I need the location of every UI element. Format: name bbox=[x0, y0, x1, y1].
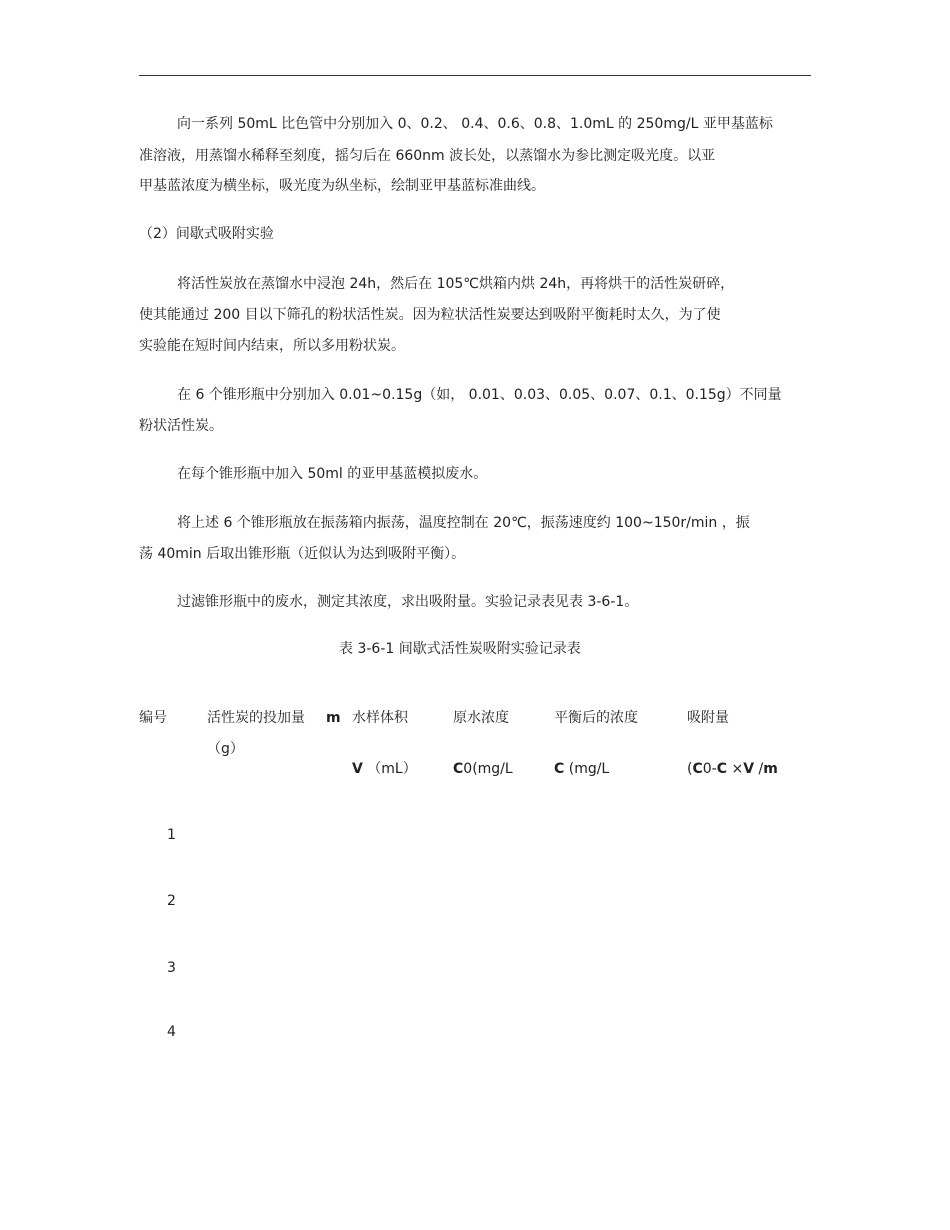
paragraph-line: 在 6 个锥形瓶中分别加入 0.01~0.15g（如， 0.01、0.03、0.05、0.07、0.1、0.15g）不同量 bbox=[177, 387, 782, 403]
header-adsorption-formula: (C0-C ×V /m bbox=[687, 761, 778, 777]
header-volume: 水样体积 bbox=[352, 710, 408, 726]
header-c0-unit: C0(mg/L bbox=[453, 761, 513, 777]
paragraph-line: 实验能在短时间内结束，所以多用粉状炭。 bbox=[139, 338, 405, 354]
table-row-number: 4 bbox=[167, 1024, 176, 1040]
header-ce: 平衡后的浓度 bbox=[554, 710, 638, 726]
paragraph-line: 使其能通过 200 目以下筛孔的粉状活性炭。因为粒状活性炭要达到吸附平衡耗时太久，为了使 bbox=[139, 307, 721, 323]
table-row-number: 2 bbox=[167, 893, 176, 909]
paragraph-line: 荡 40min 后取出锥形瓶（近似认为达到吸附平衡）。 bbox=[139, 546, 466, 562]
header-adsorption: 吸附量 bbox=[687, 710, 729, 726]
table-caption: 表 3-6-1 间歇式活性炭吸附实验记录表 bbox=[339, 641, 581, 657]
table-row-number: 1 bbox=[167, 827, 176, 843]
header-c0: 原水浓度 bbox=[453, 710, 509, 726]
paragraph-line: 粉状活性炭。 bbox=[139, 418, 223, 434]
paragraph-line: 将活性炭放在蒸馏水中浸泡 24h，然后在 105℃烘箱内烘 24h，再将烘干的活性炭研碎， bbox=[177, 276, 735, 292]
paragraph-line: 在每个锥形瓶中加入 50ml 的亚甲基蓝模拟废水。 bbox=[177, 466, 488, 482]
header-dose-unit: （g） bbox=[207, 741, 244, 757]
header-dose: 活性炭的投加量 bbox=[207, 710, 305, 726]
header-rule bbox=[139, 75, 811, 76]
table-row-number: 3 bbox=[167, 960, 176, 976]
paragraph-line: 过滤锥形瓶中的废水，测定其浓度，求出吸附量。实验记录表见表 3-6-1。 bbox=[177, 594, 639, 610]
paragraph-line: 将上述 6 个锥形瓶放在振荡箱内振荡，温度控制在 20℃，振荡速度约 100~150r/min ，振 bbox=[177, 515, 750, 531]
section-heading: （2）间歇式吸附实验 bbox=[139, 226, 274, 242]
paragraph-line: 向一系列 50mL 比色管中分别加入 0、0.2、 0.4、0.6、0.8、1.0mL 的 250mg/L 亚甲基蓝标 bbox=[177, 116, 773, 132]
header-volume-unit: V （mL） bbox=[352, 761, 417, 777]
header-number: 编号 bbox=[139, 710, 167, 726]
header-dose-symbol: m bbox=[326, 710, 341, 726]
header-ce-unit: C (mg/L bbox=[554, 761, 610, 777]
paragraph-line: 甲基蓝浓度为横坐标，吸光度为纵坐标，绘制亚甲基蓝标准曲线。 bbox=[139, 178, 545, 194]
paragraph-line: 准溶液，用蒸馏水稀释至刻度，摇匀后在 660nm 波长处，以蒸馏水为参比测定吸光度。以亚 bbox=[139, 148, 716, 164]
